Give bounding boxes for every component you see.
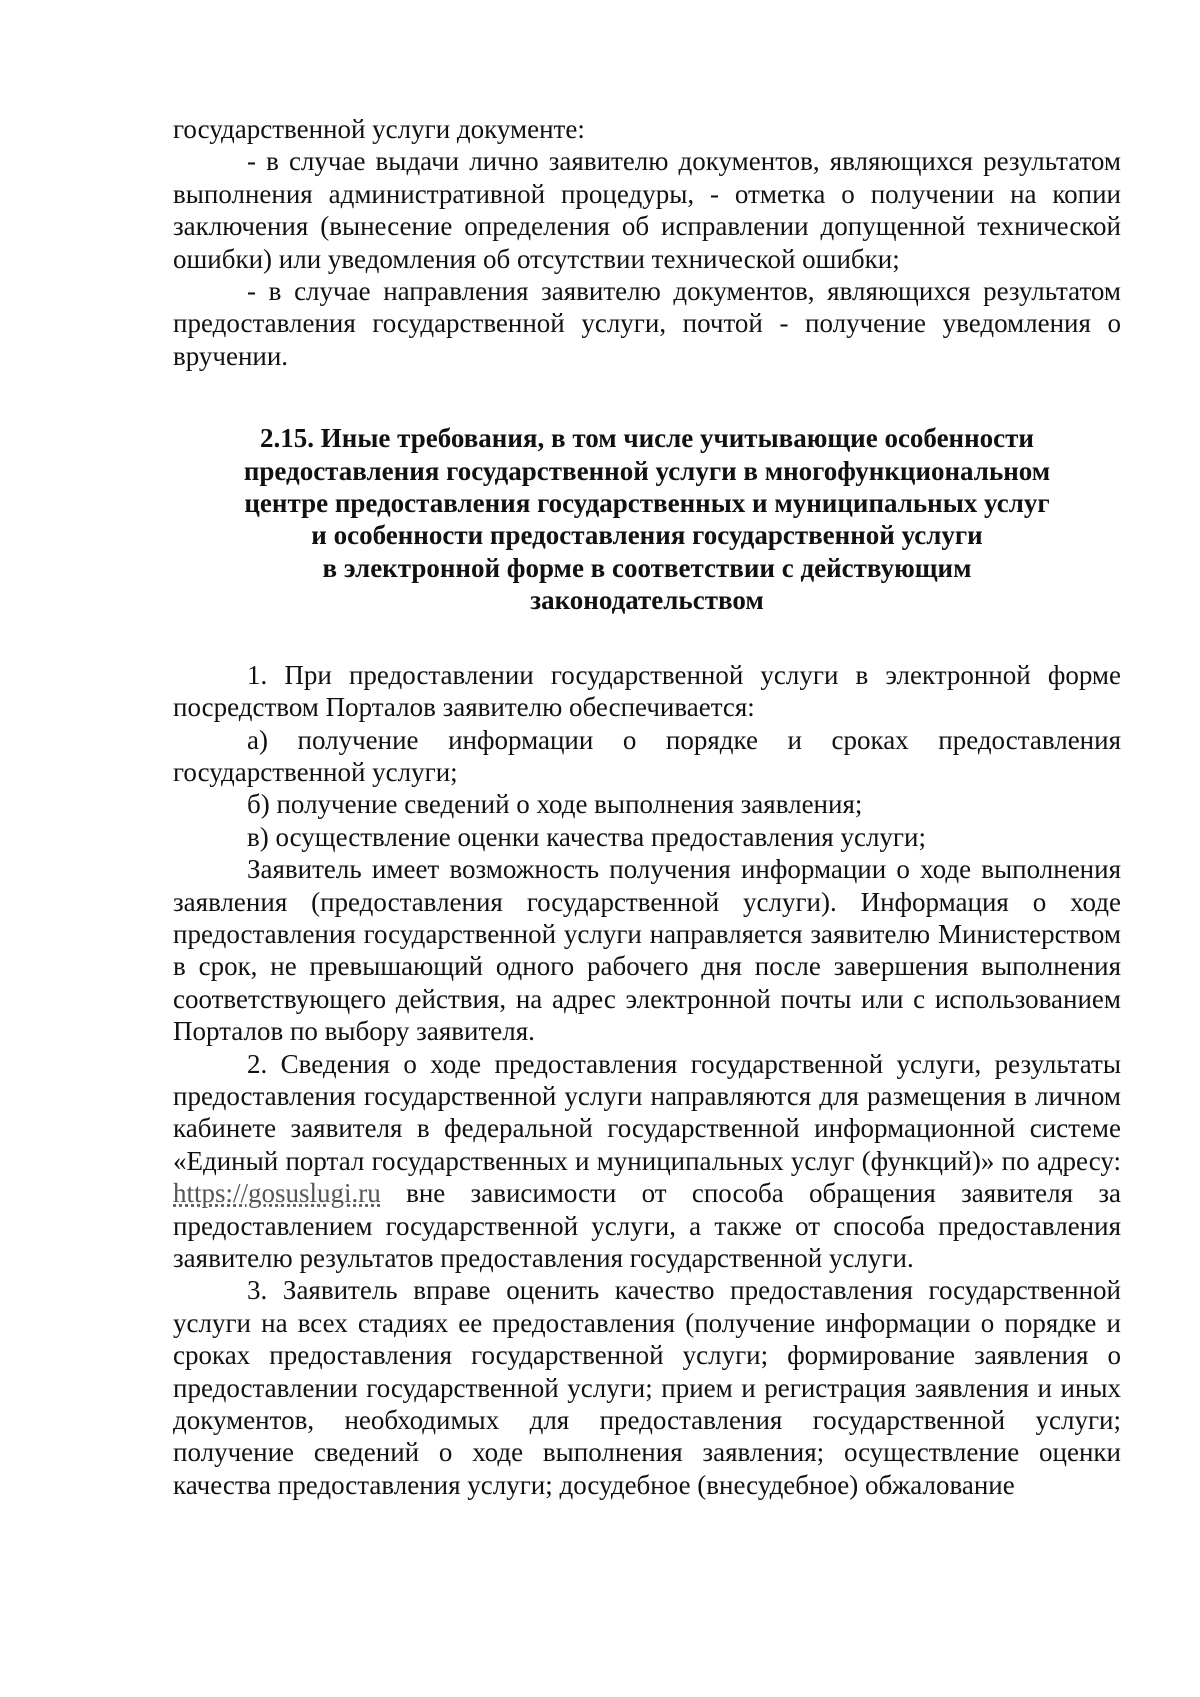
paragraph-item-2-text-start: 2. Сведения о ходе предоставления государственной услуги, результаты предоставления государственной услуги направляются для размещения в личном кабинете заявителя в федеральной государственной информационной системе «Единый портал государственных и муниципальных услуг (функций)» по адресу: (173, 1048, 1121, 1176)
paragraph-item-1: 1. При предоставлении государственной услуги в электронной форме посредством Порталов заявителю обеспечивается: (173, 659, 1121, 723)
portal-url-link[interactable]: https://gosuslugi.ru (173, 1178, 381, 1209)
paragraph-item-2 (173, 1048, 1121, 1275)
heading-line: предоставления государственной услуги в многофункциональном (243, 455, 1051, 486)
paragraph-personal-delivery: - в случае выдачи лично заявителю документов, являющихся результатом выполнения административной процедуры, - отметка о получении на копии заключения (вынесение определения об исправлении допущенной технической ошибки) или уведомления об отсутствии технической ошибки; (173, 146, 1121, 274)
heading-line: законодательством (530, 585, 764, 616)
paragraph-continuation: государственной услуги документе: (173, 114, 585, 144)
document-body (173, 113, 1121, 1501)
section-heading (173, 422, 1121, 616)
heading-line: в электронной форме в соответствии с действующим (322, 552, 972, 583)
paragraph-item-c: в) осуществление оценки качества предоставления услуги; (247, 821, 926, 852)
paragraph-item-a: а) получение информации о порядке и сроках предоставления государственной услуги; (173, 724, 1121, 787)
heading-line: 2.15. Иные требования, в том числе учитывающие особенности (260, 423, 1034, 454)
spacer (173, 372, 1121, 422)
spacer (173, 617, 1121, 659)
paragraph-item-b: б) получение сведений о ходе выполнения заявления; (247, 789, 863, 820)
paragraph-item-3: 3. Заявитель вправе оценить качество предоставления государственной услуги на всех стадиях ее предоставления (получение информации о порядке и сроках предоставления государственной услуги; формирование заявления о предоставлении государственной услуги; прием и регистрация заявления и иных документов, необходимых для предоставления государственной услуги; получение сведений о ходе выполнения заявления; осуществление оценки качества предоставления услуги; досудебное (внесудебное) обжалование (173, 1275, 1121, 1500)
paragraph-item-2-text-end: вне зависимости от способа обращения заявителя за предоставлением государственной услуги, а также от способа предоставления заявителю результатов предоставления государственной услуги. (173, 1178, 1121, 1273)
paragraph-status-info: Заявитель имеет возможность получения информации о ходе выполнения заявления (предоставления государственной услуги). Информация о ходе предоставления государственной услуги направляется заявителю Министерством в срок, не превышающий одного рабочего дня после завершения выполнения соответствующего действия, на адрес электронной почты или с использованием Порталов по выбору заявителя. (173, 854, 1121, 1047)
heading-line: центре предоставления государственных и муниципальных услуг (244, 488, 1050, 519)
paragraph-postal-delivery: - в случае направления заявителю документов, являющихся результатом предоставления государственной услуги, почтой - получение уведомления о вручении. (173, 276, 1121, 371)
heading-line: и особенности предоставления государственной услуги (311, 520, 983, 551)
